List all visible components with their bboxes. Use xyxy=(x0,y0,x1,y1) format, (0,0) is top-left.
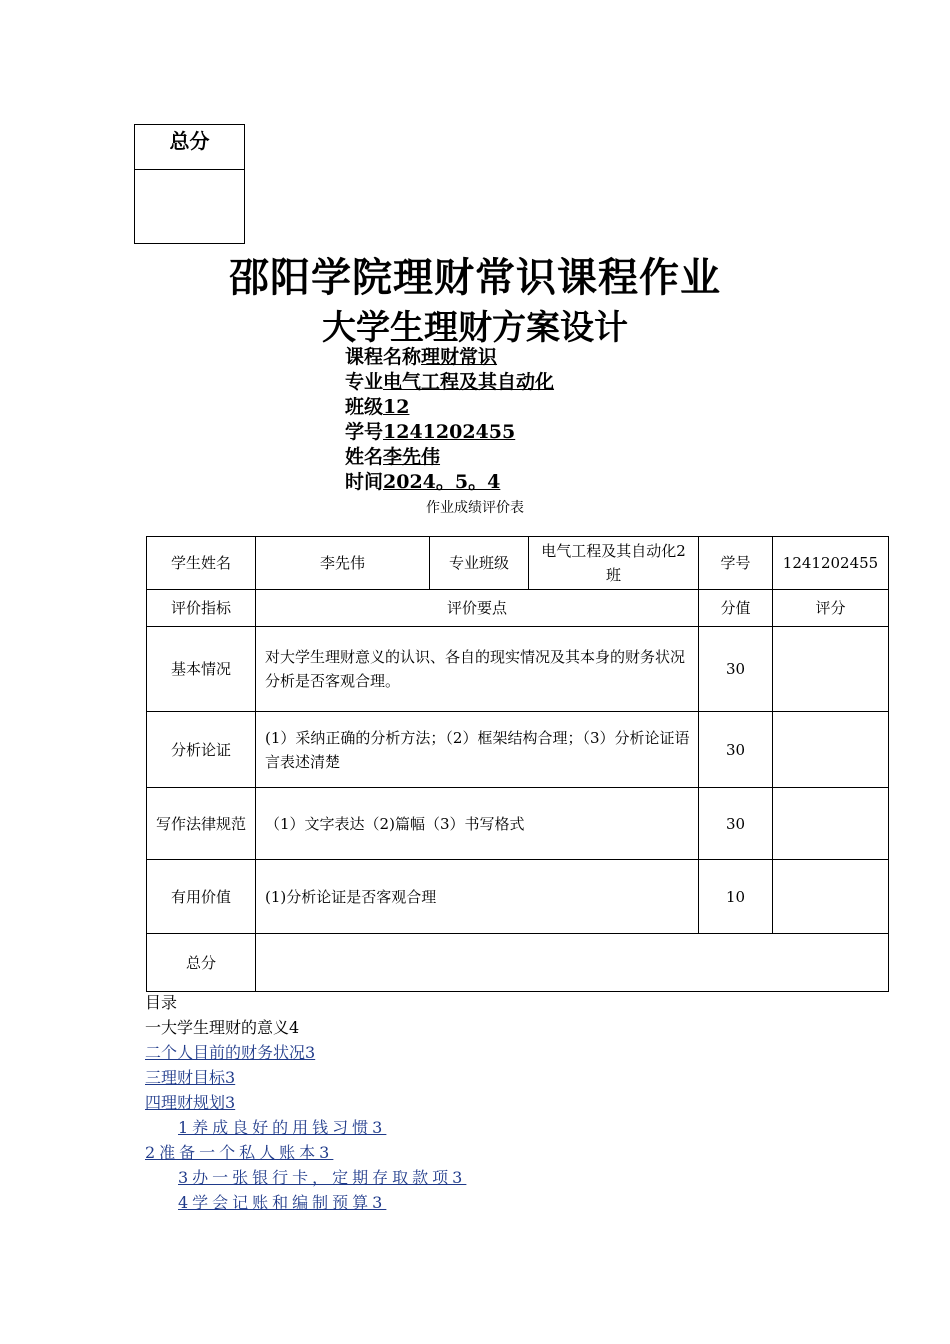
info-course-label: 课程名称 xyxy=(345,346,422,368)
col-score: 评分 xyxy=(773,590,889,627)
table-of-contents xyxy=(145,990,466,1215)
info-student-id xyxy=(345,420,554,445)
row-score[interactable] xyxy=(773,627,889,712)
student-name-value: 李先伟 xyxy=(256,537,430,590)
info-name-value: 李先伟 xyxy=(383,446,441,468)
info-student-id-value: 1241202455 xyxy=(383,421,516,443)
student-id-value: 1241202455 xyxy=(773,537,889,590)
table-total-row xyxy=(147,934,889,992)
table-row xyxy=(147,712,889,788)
table-row xyxy=(147,627,889,712)
document-subtitle: 大学生理财方案设计 xyxy=(322,308,628,348)
student-name-label: 学生姓名 xyxy=(147,537,256,590)
row-score[interactable] xyxy=(773,788,889,860)
toc-link[interactable]: 1养成良好的用钱习惯3 xyxy=(178,1118,387,1137)
row-value: 10 xyxy=(699,860,773,934)
info-date-value: 2024。5。4 xyxy=(383,471,501,493)
toc-link[interactable]: 二个人目前的财务状况3 xyxy=(145,1043,316,1062)
info-date-label: 时间 xyxy=(345,471,384,493)
total-score-label: 总分 xyxy=(135,125,244,170)
info-major-label: 专业 xyxy=(345,371,384,393)
total-value[interactable] xyxy=(256,934,889,992)
toc-link[interactable]: 2准备一个私人账本3 xyxy=(145,1143,334,1162)
table-row xyxy=(147,860,889,934)
row-indicator: 写作法律规范 xyxy=(147,788,256,860)
info-name-label: 姓名 xyxy=(345,446,384,468)
info-class-label: 班级 xyxy=(345,396,384,418)
toc-link[interactable]: 三理财目标3 xyxy=(145,1068,236,1087)
info-date xyxy=(345,470,554,495)
row-score[interactable] xyxy=(773,712,889,788)
row-score[interactable] xyxy=(773,860,889,934)
student-id-label: 学号 xyxy=(699,537,773,590)
table-row xyxy=(147,788,889,860)
col-points: 评价要点 xyxy=(256,590,699,627)
row-value: 30 xyxy=(699,788,773,860)
row-points: （1）文字表达（2)篇幅（3）书写格式 xyxy=(256,788,699,860)
info-class-value: 12 xyxy=(383,396,410,418)
row-value: 30 xyxy=(699,627,773,712)
col-indicator: 评价指标 xyxy=(147,590,256,627)
info-course xyxy=(345,345,554,370)
evaluation-table xyxy=(146,536,889,992)
info-student-id-label: 学号 xyxy=(345,421,384,443)
major-class-value: 电气工程及其自动化2班 xyxy=(529,537,699,590)
info-class xyxy=(345,395,554,420)
row-indicator: 有用价值 xyxy=(147,860,256,934)
row-indicator: 分析论证 xyxy=(147,712,256,788)
document-title: 邵阳学院理财常识课程作业 xyxy=(229,254,721,301)
row-points: 对大学生理财意义的认识、各自的现实情况及其本身的财务状况分析是否客观合理。 xyxy=(256,627,699,712)
table-caption: 作业成绩评价表 xyxy=(426,500,524,516)
toc-title: 目录 xyxy=(145,993,178,1012)
info-major-value: 电气工程及其自动化 xyxy=(383,371,555,393)
major-class-label: 专业班级 xyxy=(430,537,529,590)
row-value: 30 xyxy=(699,712,773,788)
row-indicator: 基本情况 xyxy=(147,627,256,712)
info-name xyxy=(345,445,554,470)
toc-link[interactable]: 3办一张银行卡，定期存取款项3 xyxy=(178,1168,467,1187)
row-points: (1)分析论证是否客观合理 xyxy=(256,860,699,934)
total-label: 总分 xyxy=(147,934,256,992)
toc-item: 一大学生理财的意义4 xyxy=(145,1018,300,1037)
col-value: 分值 xyxy=(699,590,773,627)
student-info-block xyxy=(345,345,554,495)
info-major xyxy=(345,370,554,395)
total-score-box xyxy=(134,124,245,244)
info-course-value: 理财常识 xyxy=(421,346,498,368)
toc-link[interactable]: 四理财规划3 xyxy=(145,1093,236,1112)
toc-link[interactable]: 4学会记账和编制预算3 xyxy=(178,1193,387,1212)
row-points: (1）采纳正确的分析方法；（2）框架结构合理；（3）分析论证语言表述清楚 xyxy=(256,712,699,788)
table-column-header xyxy=(147,590,889,627)
table-header-row xyxy=(147,537,889,590)
